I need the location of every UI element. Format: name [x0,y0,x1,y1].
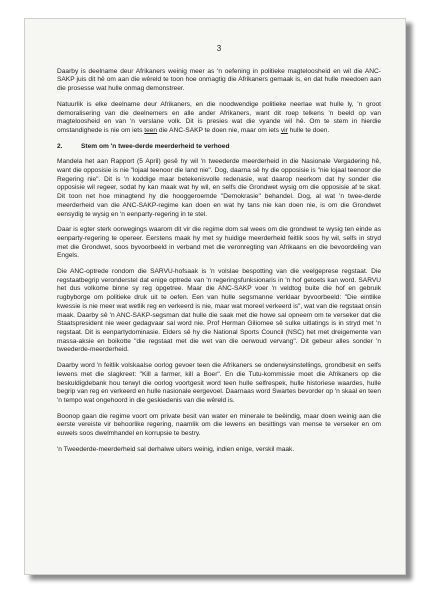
paragraph-8: 'n Tweederde-meerderheid sal derhalwe uiters weinig, indien enige, verskil maak. [57,445,295,453]
document-page [24,18,406,575]
paragraph-1: Daarby is deelname deur Afrikaners weinig meer as 'n oefening in politieke magteloosheid en wil die ANC-SAKP juis dit hê om aan die wêreld te toon hoe onmagtig die Afrikaners gemaak is, en dat hulle meedoen aan die prosesse wat hulle onmag demonstreer. [57,67,381,93]
section-number: 2. [57,142,63,150]
paragraph-4: Daar is egter sterk oorwegings waarom dit vir die regime dom sal wees om die grondwet te wysig ten einde as eenparty-regering te opereer. Eerstens maak hy met sy huidige meerderheid feitlik soos hy wil, selfs in stryd met die Grondwet, soos byvoorbeeld in verband met die veronregting van Afrikaans en die bevoordeling van Engels. [57,226,381,260]
page-number: 3 [216,44,222,53]
section-title: Stem om 'n twee-derde meerderheid te verhoed [81,142,230,150]
paragraph-2 [57,101,381,136]
paragraph-7: Boonop gaan die regime voort om private besit van water en minerale te beëindig, maar doen weinig aan die eerste vereiste vir behoorlike regering, naamlik om die lewens en besittings van mense te verseker en om euwels soos dwelmhandel en korrupsie te bestry. [57,412,381,438]
paragraph-2-part-a: Natuurlik is elke deelname deur Afrikaners, en die noodwendige politieke neerlae wat hulle ly, 'n groot demoralisering van die deelnemers en alle ander Afrikaners, want dit roep telkens 'n beeld op van magteloosheid en van 'n verslane volk. Dit is presies wat die vyande wil hê. Om te stem in hierdie omstandighede is nie om iets [57,100,381,134]
underlined-vir: vir [280,126,288,134]
paragraph-5: Die ANC-optrede rondom die SARVU-hofsaak is 'n volslae bespotting van die veelgeprese regstaat. Die regstaatbegrip veronderstel dat enige optrede van 'n regeringsfunksionaris in 'n hof getoets kan word. SARVU het dus volkome binne sy reg opgetree. Maar die ANC-SAKP voer 'n veldtog buite die hof en gebruik rugbyborge om politieke druk uit te oefen. Een van hulle segsmanne verklaar byvoorbeeld: "Die eintlike kwessie is nie meer wat wetlik reg en verkeerd is nie, maar wat moreel verkeerd is", wat van die regstaat onsin maak. Daarby sê 'n ANC-SAKP-segsman dat hulle die saak met die howe sal opneem om te verseker dat die Staatspresident nie weer gedagvaar sal word nie. Prof Herman Giliomee sê sulke uitlatings is in stryd met 'n regstaat. Dit is eenpartydominasie. Elders sê hy die National Sports Council (NSC) het met dreigemente van massa-aksie en boikotte "die regstaat met die wet van die oerwoud vervang". Dit gebeur alles sonder 'n tweederde-meerderheid. [57,268,381,354]
paragraph-2-part-b: die ANC-SAKP te doen nie, maar om iets [157,126,281,134]
paragraph-6: Daarby word 'n feitlik volskaalse oorlog gevoer teen die Afrikaners se onderwysinstellings, grondbesit en selfs lewens met die slagkreet: "Kill a farmer, kill a Boer". En die Tutu-kommissie moet die Afrikaners op die beskuldigdebank hou terwyl die oorlog voortgesit word teen hulle selfrespek, hulle historiese waardes, hulle begrip van reg en verkeerd en hulle nasionale eergevoel. Daarnaas word Swartes bevorder op 'n skaal en teen 'n tempo wat ongehoord in die geskiedenis van die wêreld is. [57,362,381,404]
paragraph-3: Mandela het aan Rapport (5 April) gesê hy wil 'n tweederde meerderheid in die Nasionale Vergadering hê, want die opposisie is nie "lojaal teenoor die land nie". Dog, daarna sê hy die opposisie is "nie lojaal teenoor die Regering nie". Dit is 'n koddige maar betekenisvolle redenasie, wat daarop neerkom dat hy sonder die opposisie wil regeer, sodat hy kan maak wat hy wil, en selfs die Grondwet wysig om die opposisie af te skaf. Dit toon net hoe minagtend hy die hooggeroemde "Demokrasie" behandel. Dog, al wat 'n twee-derde meerderheid van die ANC-SAKP-regime kan doen en wat hy tans nie kan doen nie, is om die Grondwet eensydig te wysig en 'n eenparty-regering in te stel. [57,158,381,218]
paragraph-2-part-c: hulle te doen. [287,126,330,134]
section-heading [57,143,381,152]
underlined-teen: teen [144,126,158,134]
